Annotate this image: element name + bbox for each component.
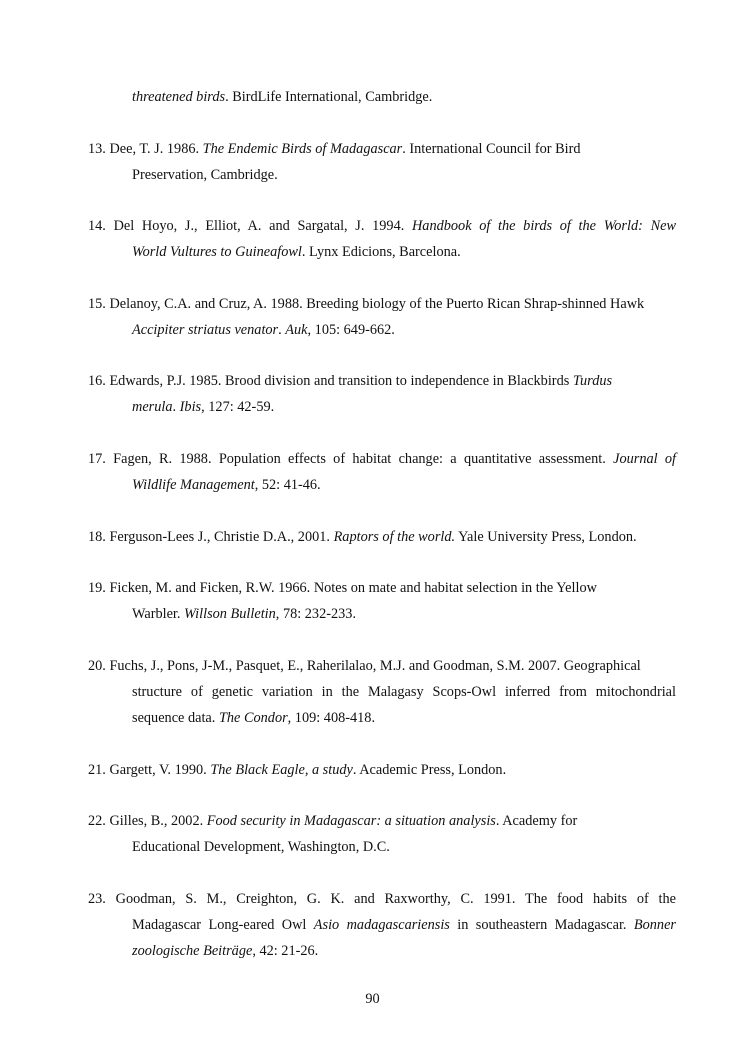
ref-journal: Wildlife Management — [132, 477, 255, 493]
ref-number: 17. — [88, 451, 106, 467]
ref-number: 22. — [88, 813, 106, 829]
reference-23 — [88, 886, 676, 964]
ref-number: 19. — [88, 580, 106, 596]
ref-text: , 42: 21-26. — [252, 943, 319, 959]
ref-title: Raptors of the world. — [333, 529, 456, 545]
ref-number: 13. — [88, 141, 106, 157]
ref-title: World Vultures to Guineafowl — [132, 244, 302, 260]
ref-text: , 105: 649-662. — [307, 322, 395, 338]
ref-text: . — [172, 399, 180, 415]
ref-title: The Endemic Birds of Madagascar — [202, 141, 403, 157]
ref-text: , 109: 408-418. — [287, 710, 376, 726]
ref-species: Turdus — [572, 373, 613, 389]
ref-text: . BirdLife International, Cambridge. — [225, 89, 433, 105]
ref-title: threatened birds — [132, 89, 226, 105]
reference-20 — [88, 653, 676, 731]
ref-text: . Lynx Edicions, Barcelona. — [301, 244, 461, 260]
ref-text: Gargett, V. 1990. — [109, 762, 211, 778]
ref-text: Goodman, S. M., Creighton, G. K. and Raxworthy, C. 1991. The food habits of the — [115, 891, 676, 907]
ref-text: Fagen, R. 1988. Population effects of habitat change: a quantitative assessment. — [113, 451, 614, 467]
page-number: 90 — [365, 991, 380, 1007]
reference-13 — [88, 136, 676, 188]
ref-text: . Academic Press, London. — [352, 762, 507, 778]
ref-number: 23. — [88, 891, 106, 907]
ref-text: , 127: 42-59. — [201, 399, 275, 415]
ref-text: sequence data. — [132, 710, 219, 726]
ref-text: . Academy for — [495, 813, 578, 829]
ref-text: Educational Development, Washington, D.C. — [132, 839, 390, 855]
ref-text: Edwards, P.J. 1985. Brood division and transition to independence in Blackbirds — [109, 373, 573, 389]
reference-18 — [88, 524, 676, 550]
ref-number: 14. — [88, 218, 106, 234]
ref-species: merula — [132, 399, 173, 415]
ref-journal: Willson Bulletin — [184, 606, 276, 622]
ref-text: Fuchs, J., Pons, J-M., Pasquet, E., Raherilalao, M.J. and Goodman, S.M. 2007. Geographical — [109, 658, 641, 674]
ref-text: Ficken, M. and Ficken, R.W. 1966. Notes on mate and habitat selection in the Yellow — [109, 580, 597, 596]
reference-14 — [88, 213, 676, 265]
reference-12-continuation — [88, 84, 676, 110]
ref-number: 20. — [88, 658, 106, 674]
reference-22 — [88, 808, 676, 860]
ref-journal: Auk — [285, 322, 308, 338]
reference-19 — [88, 575, 676, 627]
ref-text: Madagascar Long-eared Owl — [132, 917, 314, 933]
ref-text: , 78: 232-233. — [275, 606, 357, 622]
ref-text: Warbler. — [132, 606, 185, 622]
ref-title: Food security in Madagascar: a situation analysis — [206, 813, 496, 829]
ref-number: 18. — [88, 529, 106, 545]
ref-number: 15. — [88, 296, 106, 312]
ref-journal: Ibis — [179, 399, 202, 415]
ref-title: Handbook of the birds of the World: New — [411, 218, 676, 234]
ref-species: Asio madagascariensis — [313, 917, 450, 933]
reference-16 — [88, 368, 676, 420]
ref-text: Del Hoyo, J., Elliot, A. and Sargatal, J. 1994. — [113, 218, 412, 234]
reference-17 — [88, 446, 676, 498]
ref-text: , 52: 41-46. — [254, 477, 321, 493]
ref-text: Dee, T. J. 1986. — [109, 141, 203, 157]
ref-text: Preservation, Cambridge. — [132, 167, 278, 183]
ref-number: 16. — [88, 373, 106, 389]
ref-journal: Bonner — [633, 917, 676, 933]
ref-text: in southeastern Madagascar. — [449, 917, 634, 933]
ref-text: Yale University Press, London. — [455, 529, 637, 545]
ref-species: Accipiter striatus venator — [132, 322, 279, 338]
ref-text: . International Council for Bird — [402, 141, 581, 157]
ref-journal: zoologische Beiträge — [132, 943, 253, 959]
ref-text: . — [278, 322, 286, 338]
ref-text: Delanoy, C.A. and Cruz, A. 1988. Breeding biology of the Puerto Rican Shrap-shinned Hawk — [109, 296, 645, 312]
ref-number: 21. — [88, 762, 106, 778]
reference-21 — [88, 757, 676, 783]
ref-journal: Journal of — [613, 451, 677, 467]
ref-journal: The Condor — [218, 710, 288, 726]
ref-text: Ferguson-Lees J., Christie D.A., 2001. — [109, 529, 334, 545]
ref-text: Gilles, B., 2002. — [109, 813, 207, 829]
reference-15 — [88, 291, 676, 343]
ref-text: structure of genetic variation in the Malagasy Scops-Owl inferred from mitochondrial — [132, 684, 676, 700]
ref-title: The Black Eagle, a study — [210, 762, 353, 778]
